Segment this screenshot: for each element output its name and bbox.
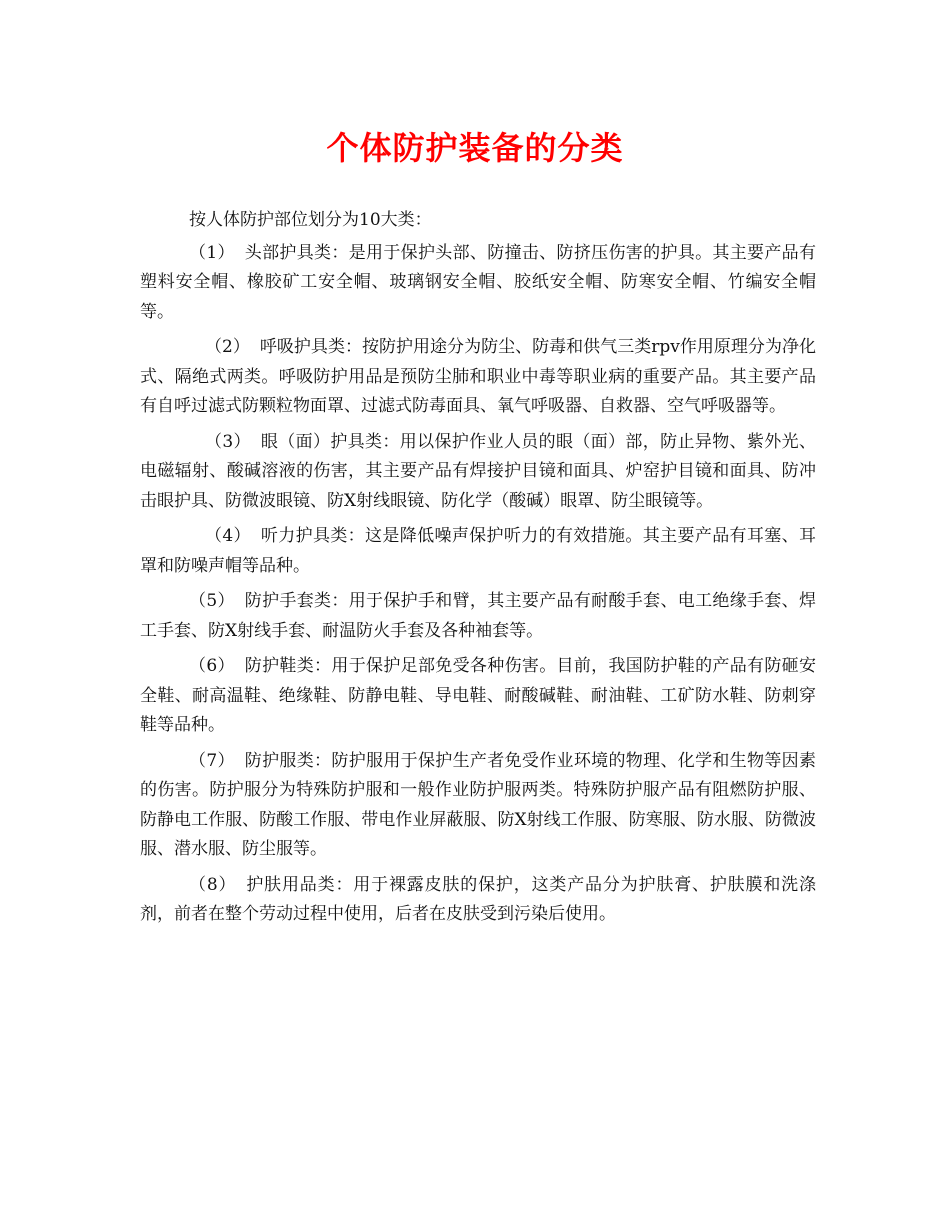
item-text: 防护手套类：用于保护手和臂，其主要产品有耐酸手套、电工绝缘手套、焊工手套、防X射线手套、耐温防火手套及各种袖套等。 [140, 591, 816, 641]
item-number: （2） [205, 337, 250, 357]
item-number: （6） [189, 656, 235, 676]
item-number: （7） [189, 750, 235, 771]
item-paragraph-2 [140, 333, 816, 422]
item-number: （4） [205, 526, 251, 546]
item-paragraph-3 [140, 428, 816, 517]
item-paragraph-5 [140, 587, 816, 646]
item-text: 头部护具类：是用于保护头部、防撞击、防挤压伤害的护具。其主要产品有塑料安全帽、橡胶矿工安全帽、玻璃钢安全帽、胶纸安全帽、防寒安全帽、竹编安全帽等。 [140, 242, 816, 322]
item-number: （5） [189, 591, 235, 611]
item-paragraph-6 [140, 652, 816, 741]
document-title: 个体防护装备的分类 [326, 129, 624, 167]
item-text: 防护服类：防护服用于保护生产者免受作业环境的物理、化学和生物等因素的伤害。防护服分为特殊防护服和一般作业防护服两类。特殊防护服产品有阻燃防护服、防静电工作服、防酸工作服、带电作业屏蔽服、防X射线工作服、防寒服、防水服、防微波服、潜水服、防尘服等。 [140, 750, 816, 859]
item-number: （1） [189, 242, 235, 263]
item-text: 护肤用品类：用于裸露皮肤的保护，这类产品分为护肤膏、护肤膜和洗涤剂，前者在整个劳动过程中使用，后者在皮肤受到污染后使用。 [140, 874, 816, 924]
item-paragraph-7 [140, 747, 816, 865]
item-paragraph-1 [140, 239, 816, 328]
intro-paragraph: 按人体防护部位划分为10大类： [189, 210, 432, 230]
item-paragraph-4 [140, 522, 816, 581]
item-paragraph-8 [140, 871, 816, 930]
item-text: 呼吸护具类：按防护用途分为防尘、防毒和供气三类rpv作用原理分为净化式、隔绝式两类。呼吸防护用品是预防尘肺和职业中毒等职业病的重要产品。其主要产品有自呼过滤式防颗粒物面罩、过滤式防毒面具、氧气呼吸器、自救器、空气呼吸器等。 [140, 337, 816, 416]
item-text: 防护鞋类：用于保护足部免受各种伤害。目前，我国防护鞋的产品有防砸安全鞋、耐高温鞋、绝缘鞋、防静电鞋、导电鞋、耐酸碱鞋、耐油鞋、工矿防水鞋、防刺穿鞋等品种。 [140, 656, 816, 735]
item-text: 听力护具类：这是降低噪声保护听力的有效措施。其主要产品有耳塞、耳罩和防噪声帽等品种。 [140, 526, 816, 576]
item-number: （8） [189, 874, 237, 895]
item-number: （3） [205, 431, 251, 452]
item-text: 眼（面）护具类：用以保护作业人员的眼（面）部，防止异物、紫外光、电磁辐射、酸碱溶液的伤害，其主要产品有焊接护目镜和面具、炉窑护目镜和面具、防冲击眼护具、防微波眼镜、防X射线眼镜、防化学（酸碱）眼罩、防尘眼镜等。 [140, 431, 816, 511]
document-body [140, 206, 816, 936]
